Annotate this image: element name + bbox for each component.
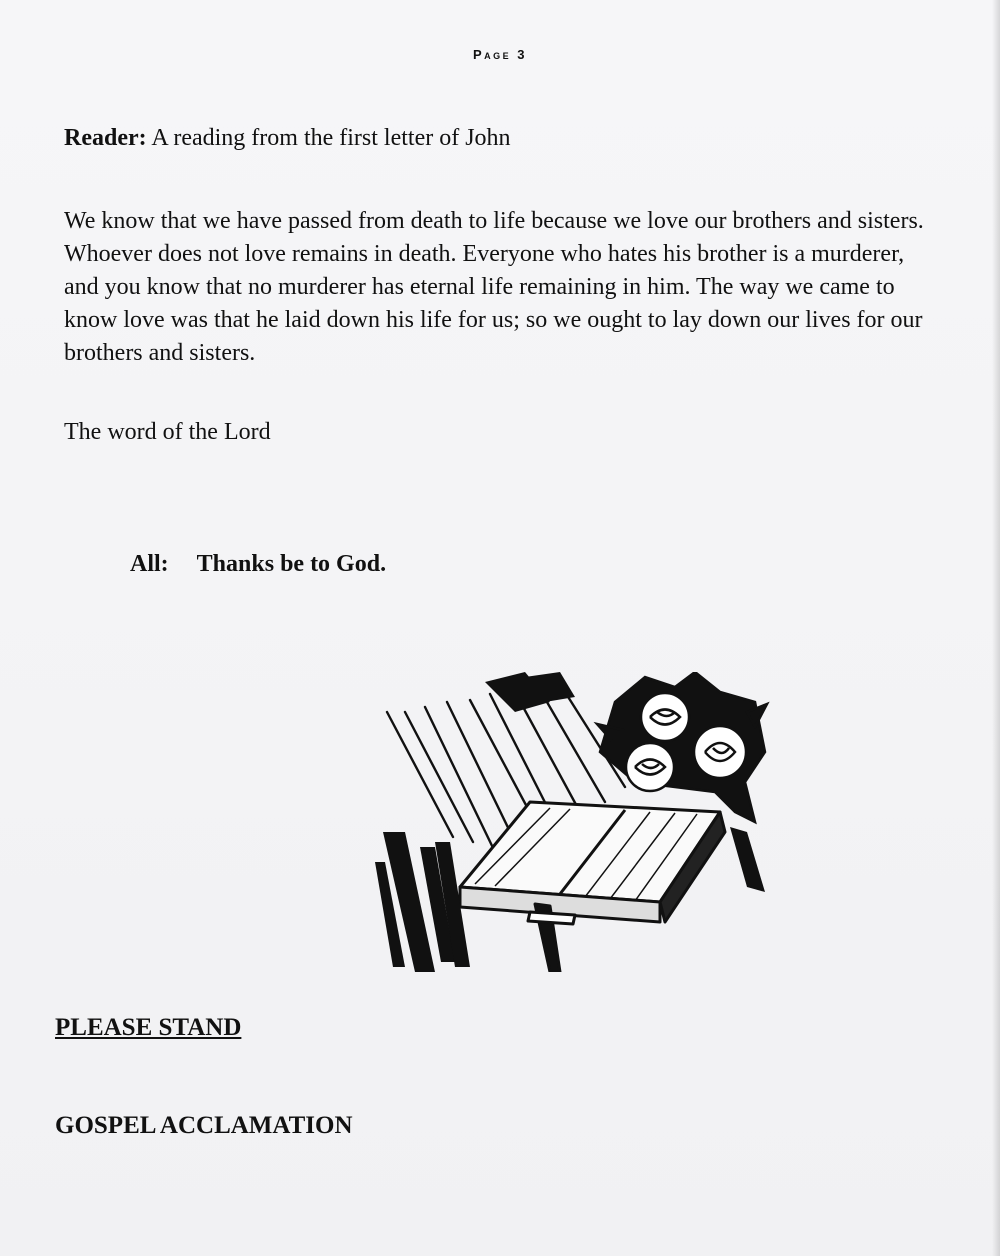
reader-speaker-label: Reader: xyxy=(64,125,147,151)
roses-bouquet xyxy=(597,672,767,822)
open-book xyxy=(460,802,725,972)
scripture-reading xyxy=(56,205,934,370)
response-text: Thanks be to God. xyxy=(196,551,387,577)
page-edge-shadow xyxy=(992,0,1000,1256)
page-number-header: Page 3 xyxy=(472,47,527,62)
response-speaker-label: All: xyxy=(130,551,169,577)
reading-paragraph: We know that we have passed from death to life because we love our brothers and sisters. Whoever does not love remains in death. Everyone who hates his brother is a murderer, and you know that no murderer has eternal life remaining in him. The way we came to know love was that he laid down his life for us; so we ought to lay down our lives for our brothers and sisters. xyxy=(64,208,924,366)
please-stand-heading: PLEASE STAND xyxy=(55,1014,242,1041)
open-bible-with-roses-icon xyxy=(375,672,770,972)
gospel-acclamation-heading: GOSPEL ACCLAMATION xyxy=(55,1112,353,1139)
reader-introduction-text: A reading from the first letter of John xyxy=(146,125,511,151)
reading-conclusion: The word of the Lord xyxy=(64,419,271,445)
reader-introduction xyxy=(64,123,511,153)
assembly-response xyxy=(130,549,386,579)
